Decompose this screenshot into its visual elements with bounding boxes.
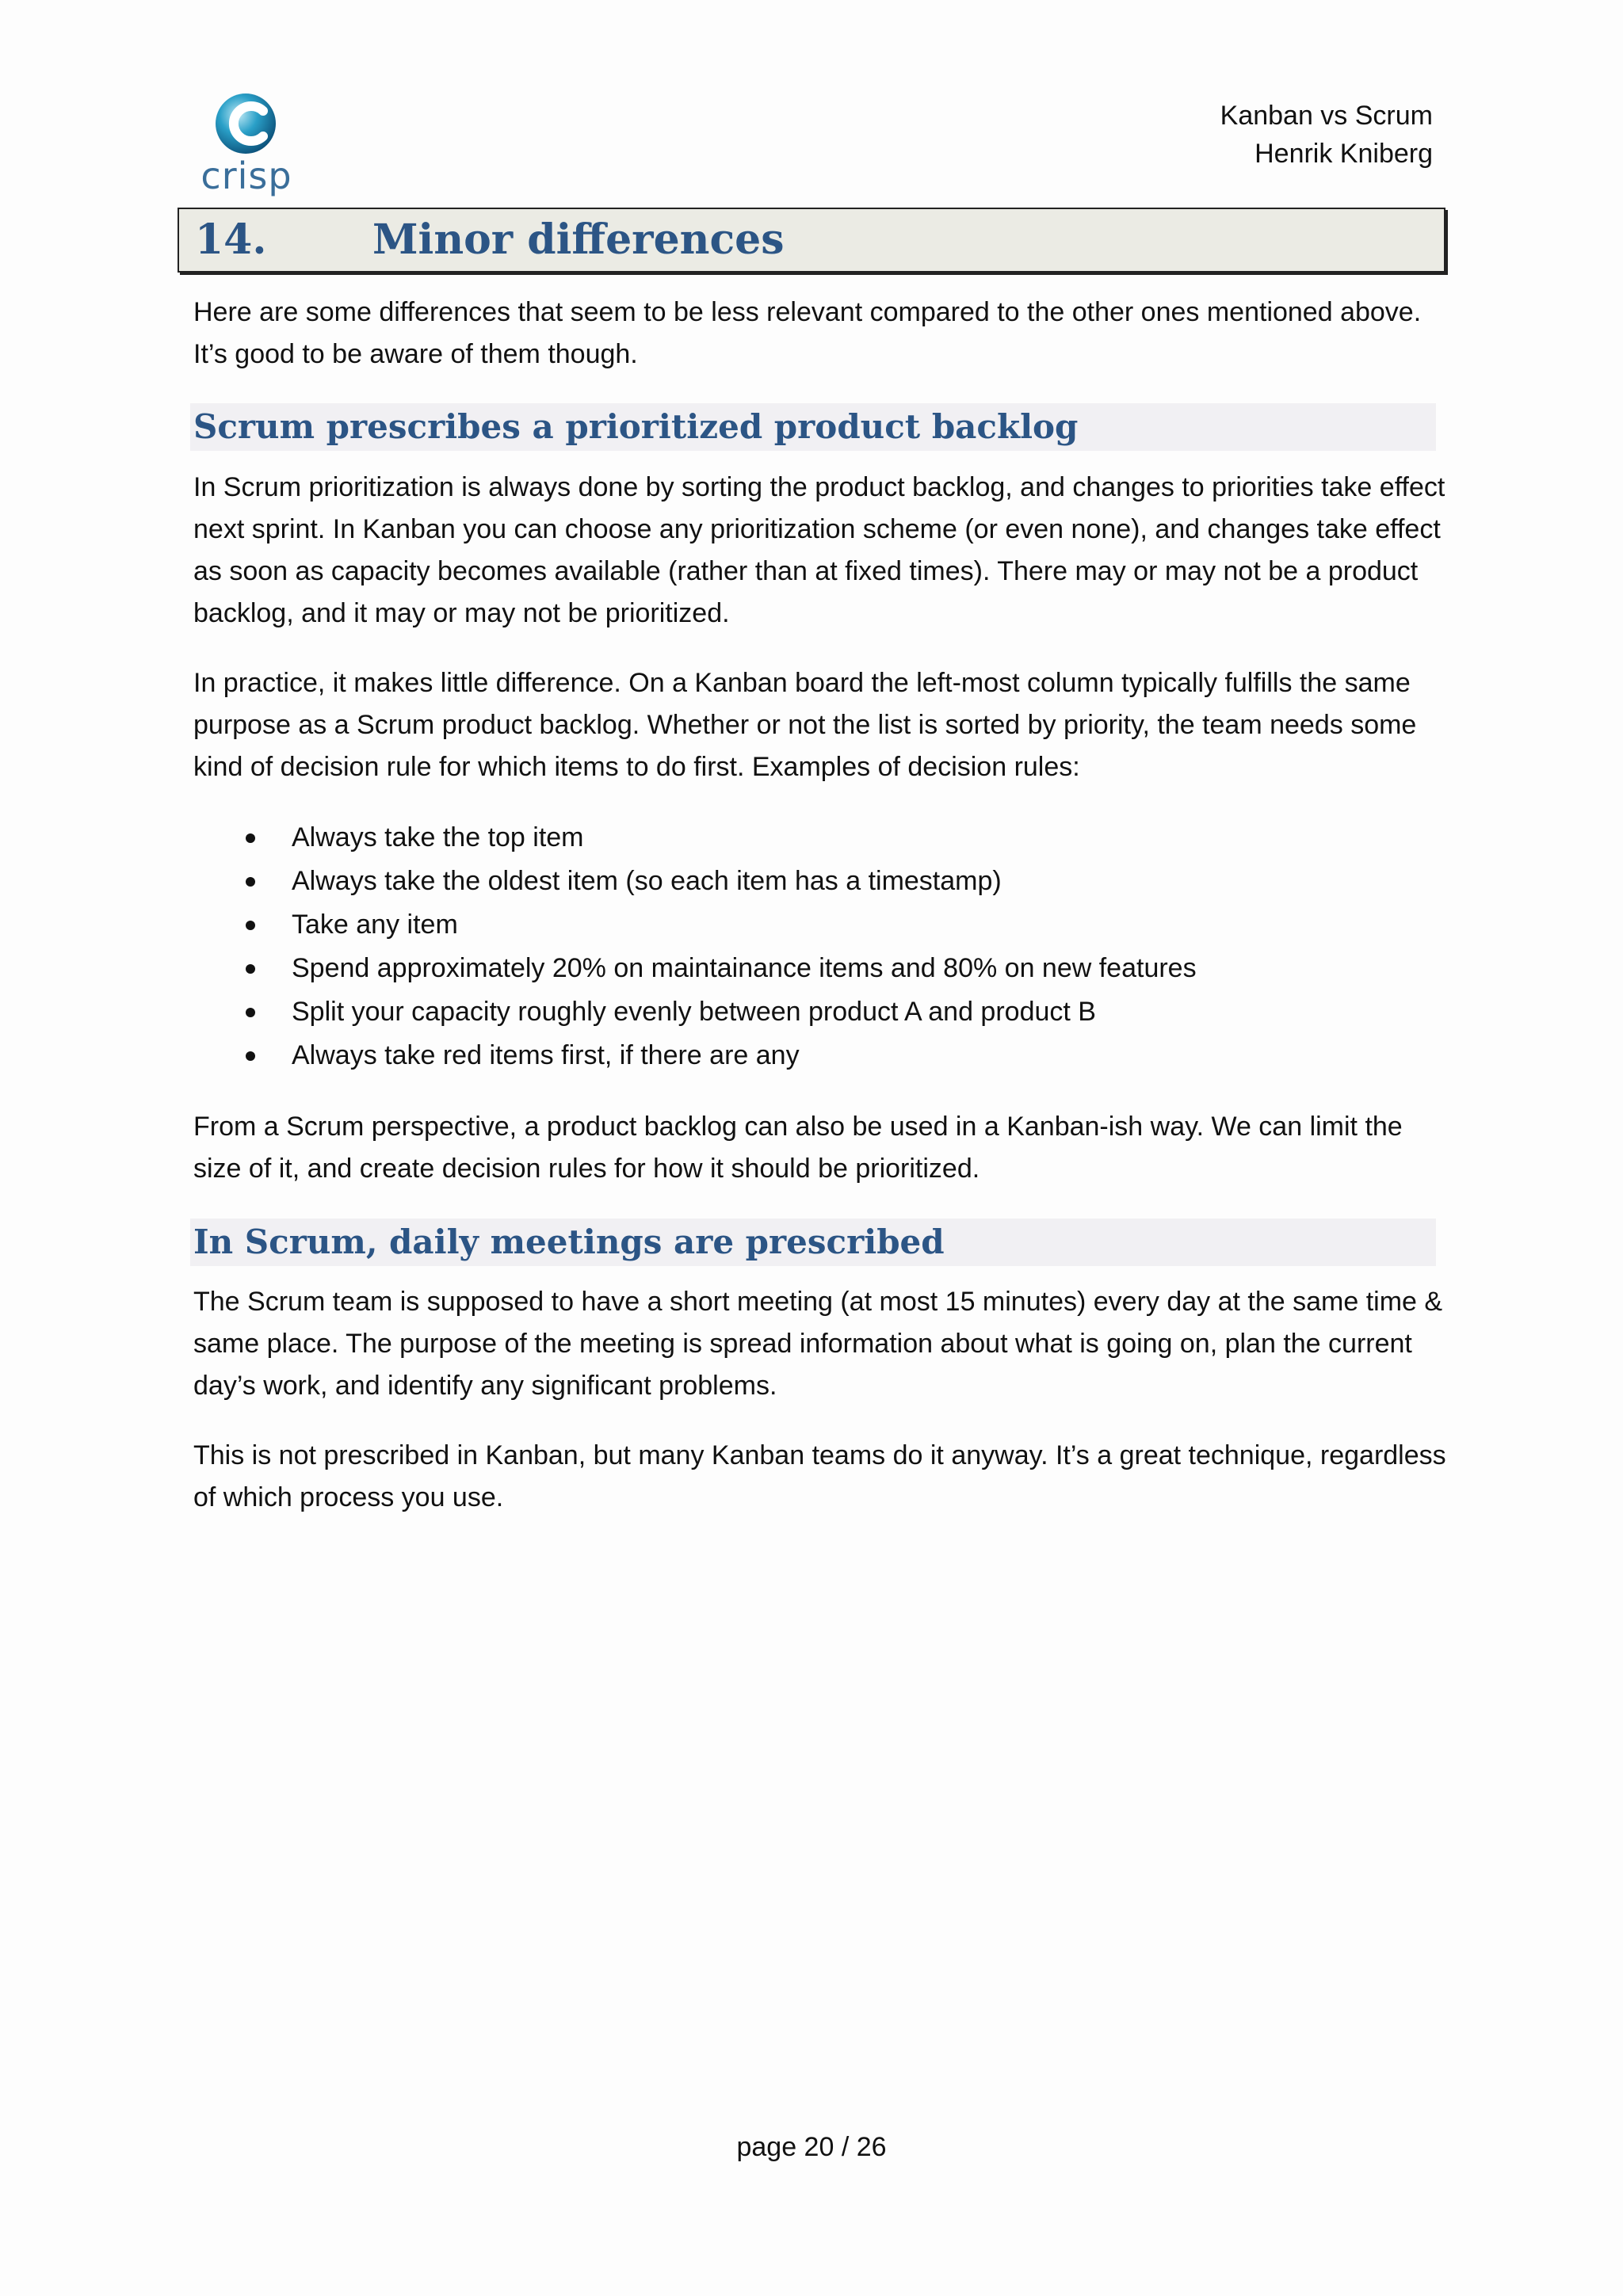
decision-rules-list [238, 816, 1197, 1077]
list-item: Always take red items first, if there are any [238, 1034, 1197, 1077]
bullet-icon [246, 1008, 255, 1017]
chapter-heading [178, 208, 1445, 273]
section-heading-daily-meetings: In Scrum, daily meetings are prescribed [190, 1219, 1436, 1266]
running-header [1220, 97, 1433, 173]
logo-wordmark: crisp [200, 154, 292, 197]
doc-title: Kanban vs Scrum [1220, 101, 1433, 131]
list-item: Spend approximately 20% on maintainance items and 80% on new features [238, 947, 1197, 990]
bullet-icon [246, 964, 255, 974]
crisp-logo-icon [204, 92, 287, 158]
chapter-number: 14. [195, 215, 267, 264]
section-heading-backlog: Scrum prescribes a prioritized product backlog [190, 403, 1436, 451]
backlog-paragraph-1: In Scrum prioritization is always done by sorting the product backlog, and changes to priorities take effect next sprint. In Kanban you can choose any prioritization scheme (or even none), and changes take effect as soon as capacity becomes available (rather than at fixed times). There may or may not be a product backlog, and it may or may not be prioritized. [193, 472, 1445, 628]
backlog-paragraph-3: From a Scrum perspective, a product backlog can also be used in a Kanban-ish way. We can limit the size of it, and create decision rules for how it should be prioritized. [193, 1112, 1403, 1184]
list-item: Always take the top item [238, 816, 1197, 860]
bullet-icon [246, 921, 255, 930]
backlog-paragraph-2: In practice, it makes little difference. On a Kanban board the left-most column typically fulfills the same purpose as a Scrum product backlog. Whether or not the list is sorted by priority, the team needs some kind of decision rule for which items to do first. Examples of decision rules: [193, 668, 1417, 782]
list-item: Take any item [238, 903, 1197, 947]
intro-paragraph: Here are some differences that seem to be less relevant compared to the other ones mentioned above. It’s good to be aware of them though. [193, 297, 1422, 369]
meetings-paragraph-1: The Scrum team is supposed to have a short meeting (at most 15 minutes) every day at the same time & same place. The purpose of the meeting is spread information about what is going on, plan the current day’s work, and identify any significant problems. [193, 1287, 1443, 1401]
bullet-icon [246, 833, 255, 843]
author-name: Henrik Kniberg [1254, 139, 1433, 169]
list-item: Always take the oldest item (so each item has a timestamp) [238, 860, 1197, 903]
page-number: page 20 / 26 [736, 2132, 887, 2162]
chapter-title: Minor differences [372, 215, 785, 264]
bullet-icon [246, 877, 255, 887]
crisp-logo [190, 92, 301, 203]
meetings-paragraph-2: This is not prescribed in Kanban, but many Kanban teams do it anyway. It’s a great technique, regardless of which process you use. [193, 1440, 1446, 1512]
bullet-icon [246, 1051, 255, 1061]
list-item: Split your capacity roughly evenly between product A and product B [238, 990, 1197, 1034]
